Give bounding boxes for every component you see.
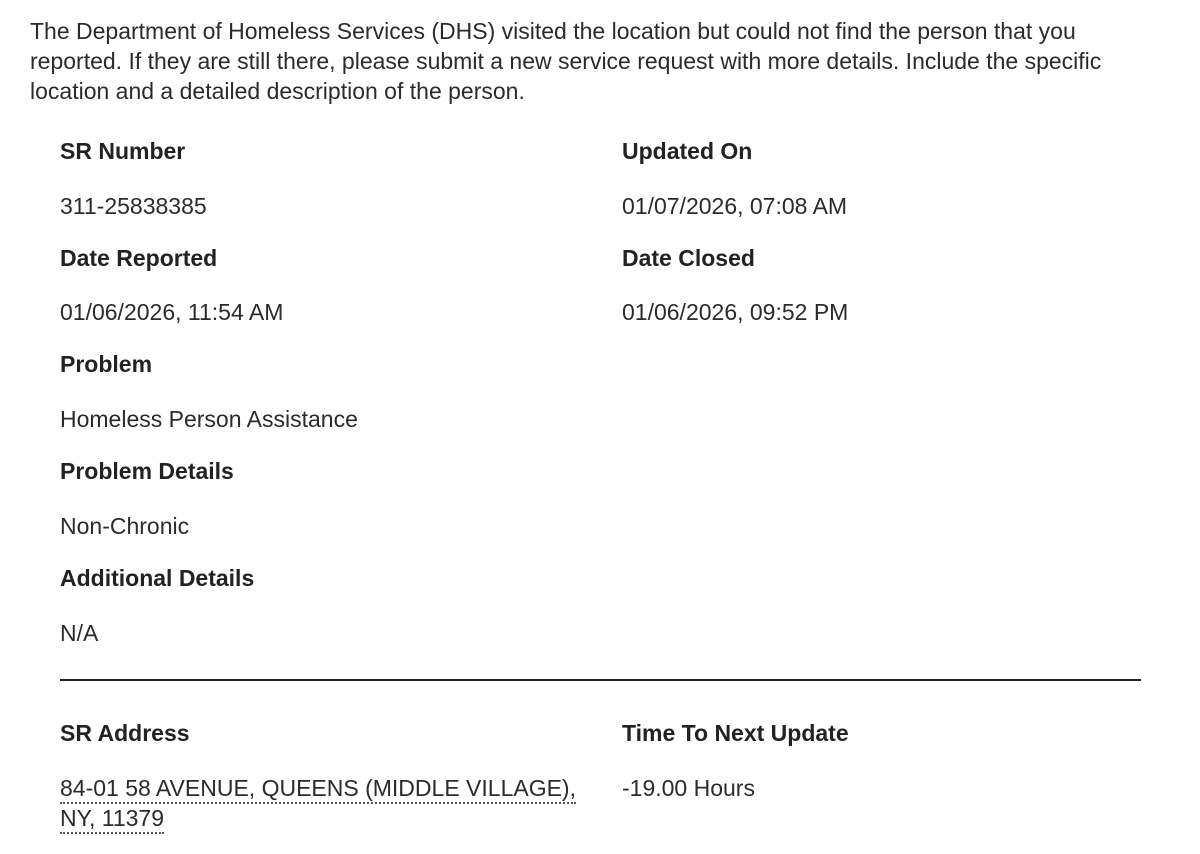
time-to-next-update-value: -19.00 Hours (622, 775, 755, 801)
date-closed-label: Date Closed (622, 245, 755, 271)
problem-label: Problem (60, 351, 153, 377)
sr-address-line2: NY, 11379 (60, 805, 164, 834)
updated-on-value: 01/07/2026, 07:08 AM (622, 193, 848, 219)
date-reported-label: Date Reported (60, 245, 218, 271)
time-to-next-update-label: Time To Next Update (622, 720, 849, 746)
section-divider (60, 679, 1141, 681)
updated-on-label: Updated On (622, 138, 753, 164)
sr-address-line1: 84-01 58 AVENUE, QUEENS (MIDDLE VILLAGE), (60, 775, 576, 804)
additional-details-label: Additional Details (60, 565, 255, 591)
date-closed-value: 01/06/2026, 09:52 PM (622, 299, 849, 325)
sr-number-value: 311-25838385 (60, 193, 207, 219)
problem-details-value: Non-Chronic (60, 513, 190, 539)
sr-address-label: SR Address (60, 720, 190, 746)
status-message: The Department of Homeless Services (DHS) visited the location but could not find the person that you reported. If they are still there, please submit a new service request with more details. Include the specific location and a detailed description of the person. (30, 18, 1102, 104)
problem-value: Homeless Person Assistance (60, 406, 358, 432)
date-reported-value: 01/06/2026, 11:54 AM (60, 299, 284, 325)
problem-details-label: Problem Details (60, 458, 234, 484)
sr-address-link[interactable] (60, 773, 600, 833)
additional-details-value: N/A (60, 620, 99, 646)
sr-number-label: SR Number (60, 138, 186, 164)
